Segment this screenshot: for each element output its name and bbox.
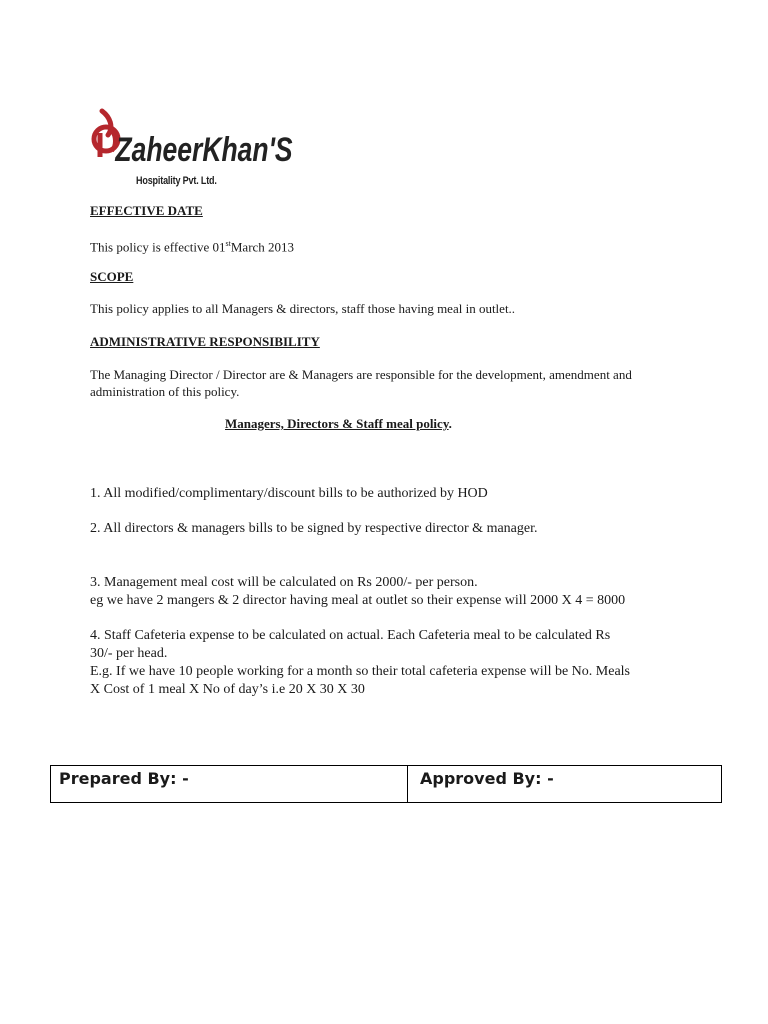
admin-text-line1: The Managing Director / Director are & Managers are responsible for the development, amendment and xyxy=(90,367,632,382)
policy-item-3-line1: 3. Management meal cost will be calculated on Rs 2000/- per person. xyxy=(90,575,478,590)
policy-item-1: 1. All modified/complimentary/discount bills to be authorized by HOD xyxy=(90,486,488,501)
logo-mark-icon xyxy=(92,103,293,175)
effective-date-text xyxy=(90,235,294,255)
effective-date-heading: EFFECTIVE DATE xyxy=(90,203,203,218)
company-logo xyxy=(92,103,293,195)
policy-item-4-line1: 4. Staff Cafeteria expense to be calculated on actual. Each Cafeteria meal to be calculated Rs xyxy=(90,628,611,643)
effective-date-sup: st xyxy=(225,239,231,248)
policy-title-period: . xyxy=(448,416,452,431)
signoff-table xyxy=(50,765,722,803)
scope-text: This policy applies to all Managers & directors, staff those having meal in outlet.. xyxy=(90,301,516,316)
logo-wordmark: ZaheerKhan'S xyxy=(115,130,293,169)
policy-item-4-line2: 30/- per head. xyxy=(90,646,168,661)
admin-heading: ADMINISTRATIVE RESPONSIBILITY xyxy=(90,334,320,349)
policy-item-3-line2: eg we have 2 mangers & 2 director having meal at outlet so their expense will 2000 X 4 = 8000 xyxy=(90,593,626,608)
policy-item-4-line3: E.g. If we have 10 people working for a month so their total cafeteria expense will be No. Meals xyxy=(90,664,630,679)
policy-item-2: 2. All directors & managers bills to be signed by respective director & manager. xyxy=(90,521,538,536)
scope-heading: SCOPE xyxy=(90,269,134,284)
effective-date-after: March 2013 xyxy=(230,239,295,255)
approved-by-cell: Approved By: - xyxy=(420,769,554,788)
admin-text-line2: administration of this policy. xyxy=(90,384,240,399)
logo-subtitle: Hospitality Pvt. Ltd. xyxy=(136,175,217,187)
policy-item-4-line4: X Cost of 1 meal X No of day’s i.e 20 X 30 X 30 xyxy=(90,682,365,697)
prepared-by-cell: Prepared By: - xyxy=(51,766,408,802)
policy-title-text: Managers, Directors & Staff meal policy xyxy=(225,416,449,431)
effective-date-before: This policy is effective 01 xyxy=(90,239,226,255)
policy-title xyxy=(225,416,452,432)
